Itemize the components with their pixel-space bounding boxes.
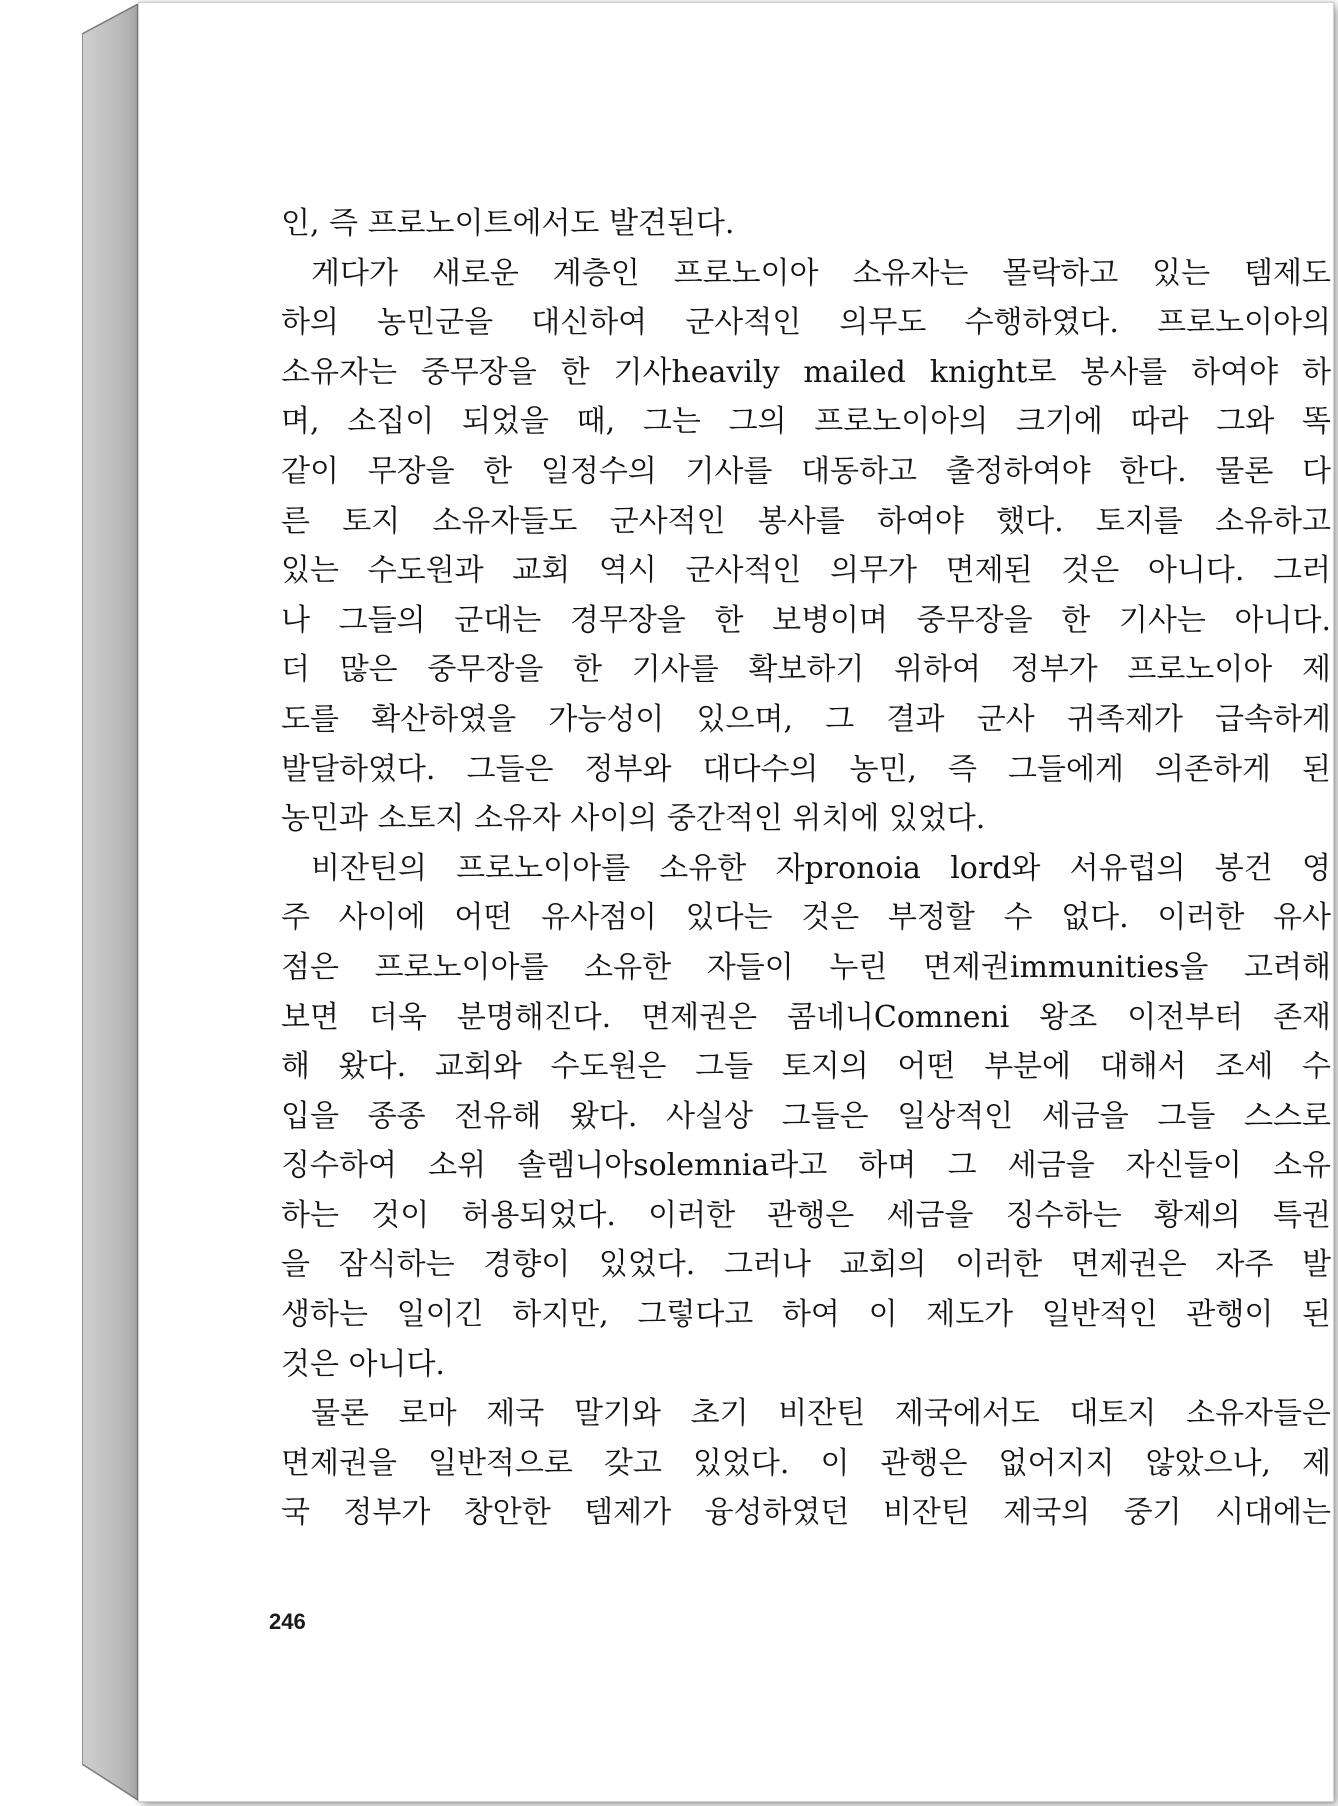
text-line: 하는 것이 허용되었다. 이러한 관행은 세금을 징수하는 황제의 특권 xyxy=(281,1197,1331,1233)
text-line: 른 토지 소유자들도 군사적인 봉사를 하여야 했다. 토지를 소유하고 xyxy=(281,503,1331,539)
text-line: 징수하여 소위 솔렘니아solemnia라고 하며 그 세금을 자신들이 소유 xyxy=(281,1148,1331,1184)
text-line: 보면 더욱 분명해진다. 면제권은 콤네니Comneni 왕조 이전부터 존재 xyxy=(281,999,1331,1035)
text-line: 물론 로마 제국 말기와 초기 비잔틴 제국에서도 대토지 소유자들은 xyxy=(311,1396,1331,1432)
text-line: 점은 프로노이아를 소유한 자들이 누린 면제권immunities을 고려해 xyxy=(281,949,1331,985)
text-line: 게다가 새로운 계층인 프로노이아 소유자는 몰락하고 있는 템제도 xyxy=(311,255,1331,291)
text-line: 농민과 소토지 소유자 사이의 중간적인 위치에 있었다. xyxy=(281,801,986,837)
text-line: 하의 농민군을 대신하여 군사적인 의무도 수행하였다. 프로노이아의 xyxy=(281,305,1331,341)
text-line: 발달하였다. 그들은 정부와 대다수의 농민, 즉 그들에게 의존하게 된 xyxy=(281,751,1331,787)
page-number: 246 xyxy=(269,1609,306,1634)
text-line: 을 잠식하는 경향이 있었다. 그러나 교회의 이러한 면제권은 자주 발 xyxy=(281,1247,1331,1283)
text-line: 도를 확산하였을 가능성이 있으며, 그 결과 군사 귀족제가 급속하게 xyxy=(281,701,1331,737)
text-line: 나 그들의 군대는 경무장을 한 보병이며 중무장을 한 기사는 아니다. xyxy=(281,602,1331,638)
book-page xyxy=(138,2,1334,1802)
text-line: 입을 종종 전유해 왔다. 사실상 그들은 일상적인 세금을 그들 스스로 xyxy=(281,1098,1331,1134)
text-line: 비잔틴의 프로노이아를 소유한 자pronoia lord와 서유럽의 봉건 영 xyxy=(311,850,1331,886)
body-text xyxy=(281,199,1331,1538)
text-line: 더 많은 중무장을 한 기사를 확보하기 위하여 정부가 프로노이아 제 xyxy=(281,652,1331,688)
text-line: 해 왔다. 교회와 수도원은 그들 토지의 어떤 부분에 대해서 조세 수 xyxy=(281,1049,1331,1085)
text-line: 국 정부가 창안한 템제가 융성하였던 비잔틴 제국의 중기 시대에는 xyxy=(281,1495,1331,1531)
text-line: 며, 소집이 되었을 때, 그는 그의 프로노이아의 크기에 따라 그와 똑 xyxy=(281,404,1331,440)
text-line: 인, 즉 프로노이트에서도 발견된다. xyxy=(281,206,735,241)
text-line: 같이 무장을 한 일정수의 기사를 대동하고 출정하여야 한다. 물론 다 xyxy=(281,453,1331,489)
book-spine-shape xyxy=(82,4,142,1804)
text-line: 소유자는 중무장을 한 기사heavily mailed knight로 봉사를 하여야 하 xyxy=(281,354,1331,390)
text-line: 주 사이에 어떤 유사점이 있다는 것은 부정할 수 없다. 이러한 유사 xyxy=(281,900,1331,936)
text-line: 면제권을 일반적으로 갖고 있었다. 이 관행은 없어지지 않았으나, 제 xyxy=(281,1445,1331,1481)
text-line: 것은 아니다. xyxy=(281,1346,445,1382)
text-line: 생하는 일이긴 하지만, 그렇다고 하여 이 제도가 일반적인 관행이 된 xyxy=(281,1297,1331,1333)
text-line: 있는 수도원과 교회 역시 군사적인 의무가 면제된 것은 아니다. 그러 xyxy=(281,553,1331,589)
